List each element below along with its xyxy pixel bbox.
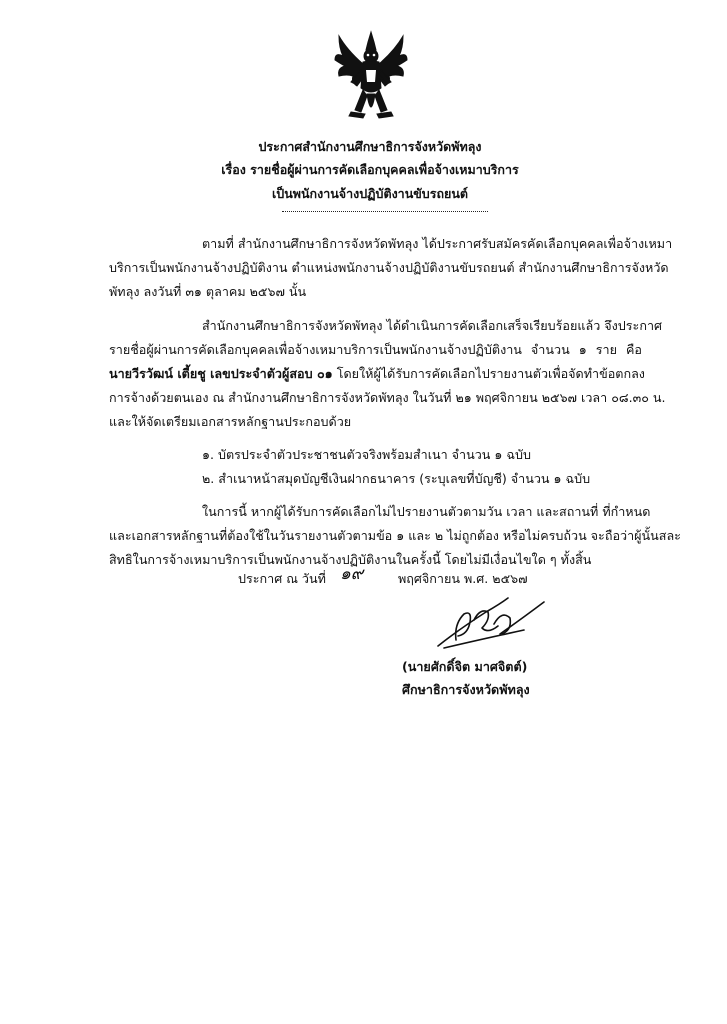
announcement-subject-continued: เป็นพนักงานจ้างปฏิบัติงานขับรถยนต์ [271, 186, 468, 201]
paragraph-3-line-1: ในการนี้ หากผู้ได้รับการคัดเลือกไม่ไปรายงานตัวตามวัน เวลา และสถานที่ ที่กำหนด [202, 504, 651, 519]
selected-candidate-instructions: โดยให้ผู้ได้รับการคัดเลือกไปรายงานตัวเพื่อจัดทำข้อตกลง [332, 366, 645, 381]
announcement-day-handwritten: ๑๙ [340, 564, 364, 584]
announcement-month-year: พฤศจิกายน พ.ศ. ๒๕๖๗ [398, 571, 528, 586]
paragraph-3-line-3: สิทธิในการจ้างเหมาบริการเป็นพนักงานจ้างปฏิบัติงานในครั้งนี้ โดยไม่มีเงื่อนไขใด ๆ ทั้งสิ้น [109, 552, 592, 567]
required-document-item: ๑. บัตรประจำตัวประชาชนตัวจริงพร้อมสำเนา จำนวน ๑ ฉบับ [202, 447, 531, 462]
handwritten-signature [428, 590, 548, 652]
paragraph-2-line-4: การจ้างด้วยตนเอง ณ สำนักงานศึกษาธิการจังหวัดพัทลุง ในวันที่ ๒๑ พฤศจิกายน ๒๕๖๗ เวลา ๐๘.๓๐ น. [109, 390, 666, 405]
announcement-title: ประกาศสำนักงานศึกษาธิการจังหวัดพัทลุง [258, 139, 482, 154]
announcement-subject: เรื่อง รายชื่อผู้ผ่านการคัดเลือกบุคคลเพื่อจ้างเหมาบริการ [221, 162, 519, 177]
paragraph-2-line-3 [109, 366, 645, 381]
paragraph-3-line-2: และเอกสารหลักฐานที่ต้องใช้ในวันรายงานตัวตามข้อ ๑ และ ๒ ไม่ถูกต้อง หรือไม่ครบถ้วน จะถือว่าผู้นั้นสละ [109, 528, 681, 543]
required-document-item: ๒. สำเนาหน้าสมุดบัญชีเงินฝากธนาคาร (ระบุเลขที่บัญชี) จำนวน ๑ ฉบับ [202, 471, 591, 486]
signatory-name: (นายศักดิ์จิต มาศจิตต์) [402, 659, 528, 674]
announcement-date-label: ประกาศ ณ วันที่ [238, 571, 326, 586]
paragraph-2-line-5: และให้จัดเตรียมเอกสารหลักฐานประกอบด้วย [109, 414, 352, 429]
paragraph-1-line-1: ตามที่ สำนักงานศึกษาธิการจังหวัดพัทลุง ได้ประกาศรับสมัครคัดเลือกบุคคลเพื่อจ้างเหมา [202, 236, 673, 251]
paragraph-1-line-2: บริการเป็นพนักงานจ้างปฏิบัติงาน ตำแหน่งพนักงานจ้างปฏิบัติงานขับรถยนต์ สำนักงานศึกษาธิการจังหวัด [109, 260, 669, 275]
signatory-position: ศึกษาธิการจังหวัดพัทลุง [402, 682, 530, 697]
header-divider [282, 211, 488, 212]
garuda-emblem [333, 30, 409, 122]
paragraph-2-line-2: รายชื่อผู้ผ่านการคัดเลือกบุคคลเพื่อจ้างเหมาบริการเป็นพนักงานจ้างปฏิบัติงาน จำนวน ๑ ราย คือ [109, 342, 642, 357]
paragraph-2-line-1: สำนักงานศึกษาธิการจังหวัดพัทลุง ได้ดำเนินการคัดเลือกเสร็จเรียบร้อยแล้ว จึงประกาศ [202, 318, 663, 333]
selected-candidate: นายวีรวัฒน์ เตี้ยชู เลขประจำตัวผู้สอบ ๐๑ [109, 366, 333, 381]
paragraph-1-line-3: พัทลุง ลงวันที่ ๓๑ ตุลาคม ๒๕๖๗ นั้น [109, 284, 307, 299]
